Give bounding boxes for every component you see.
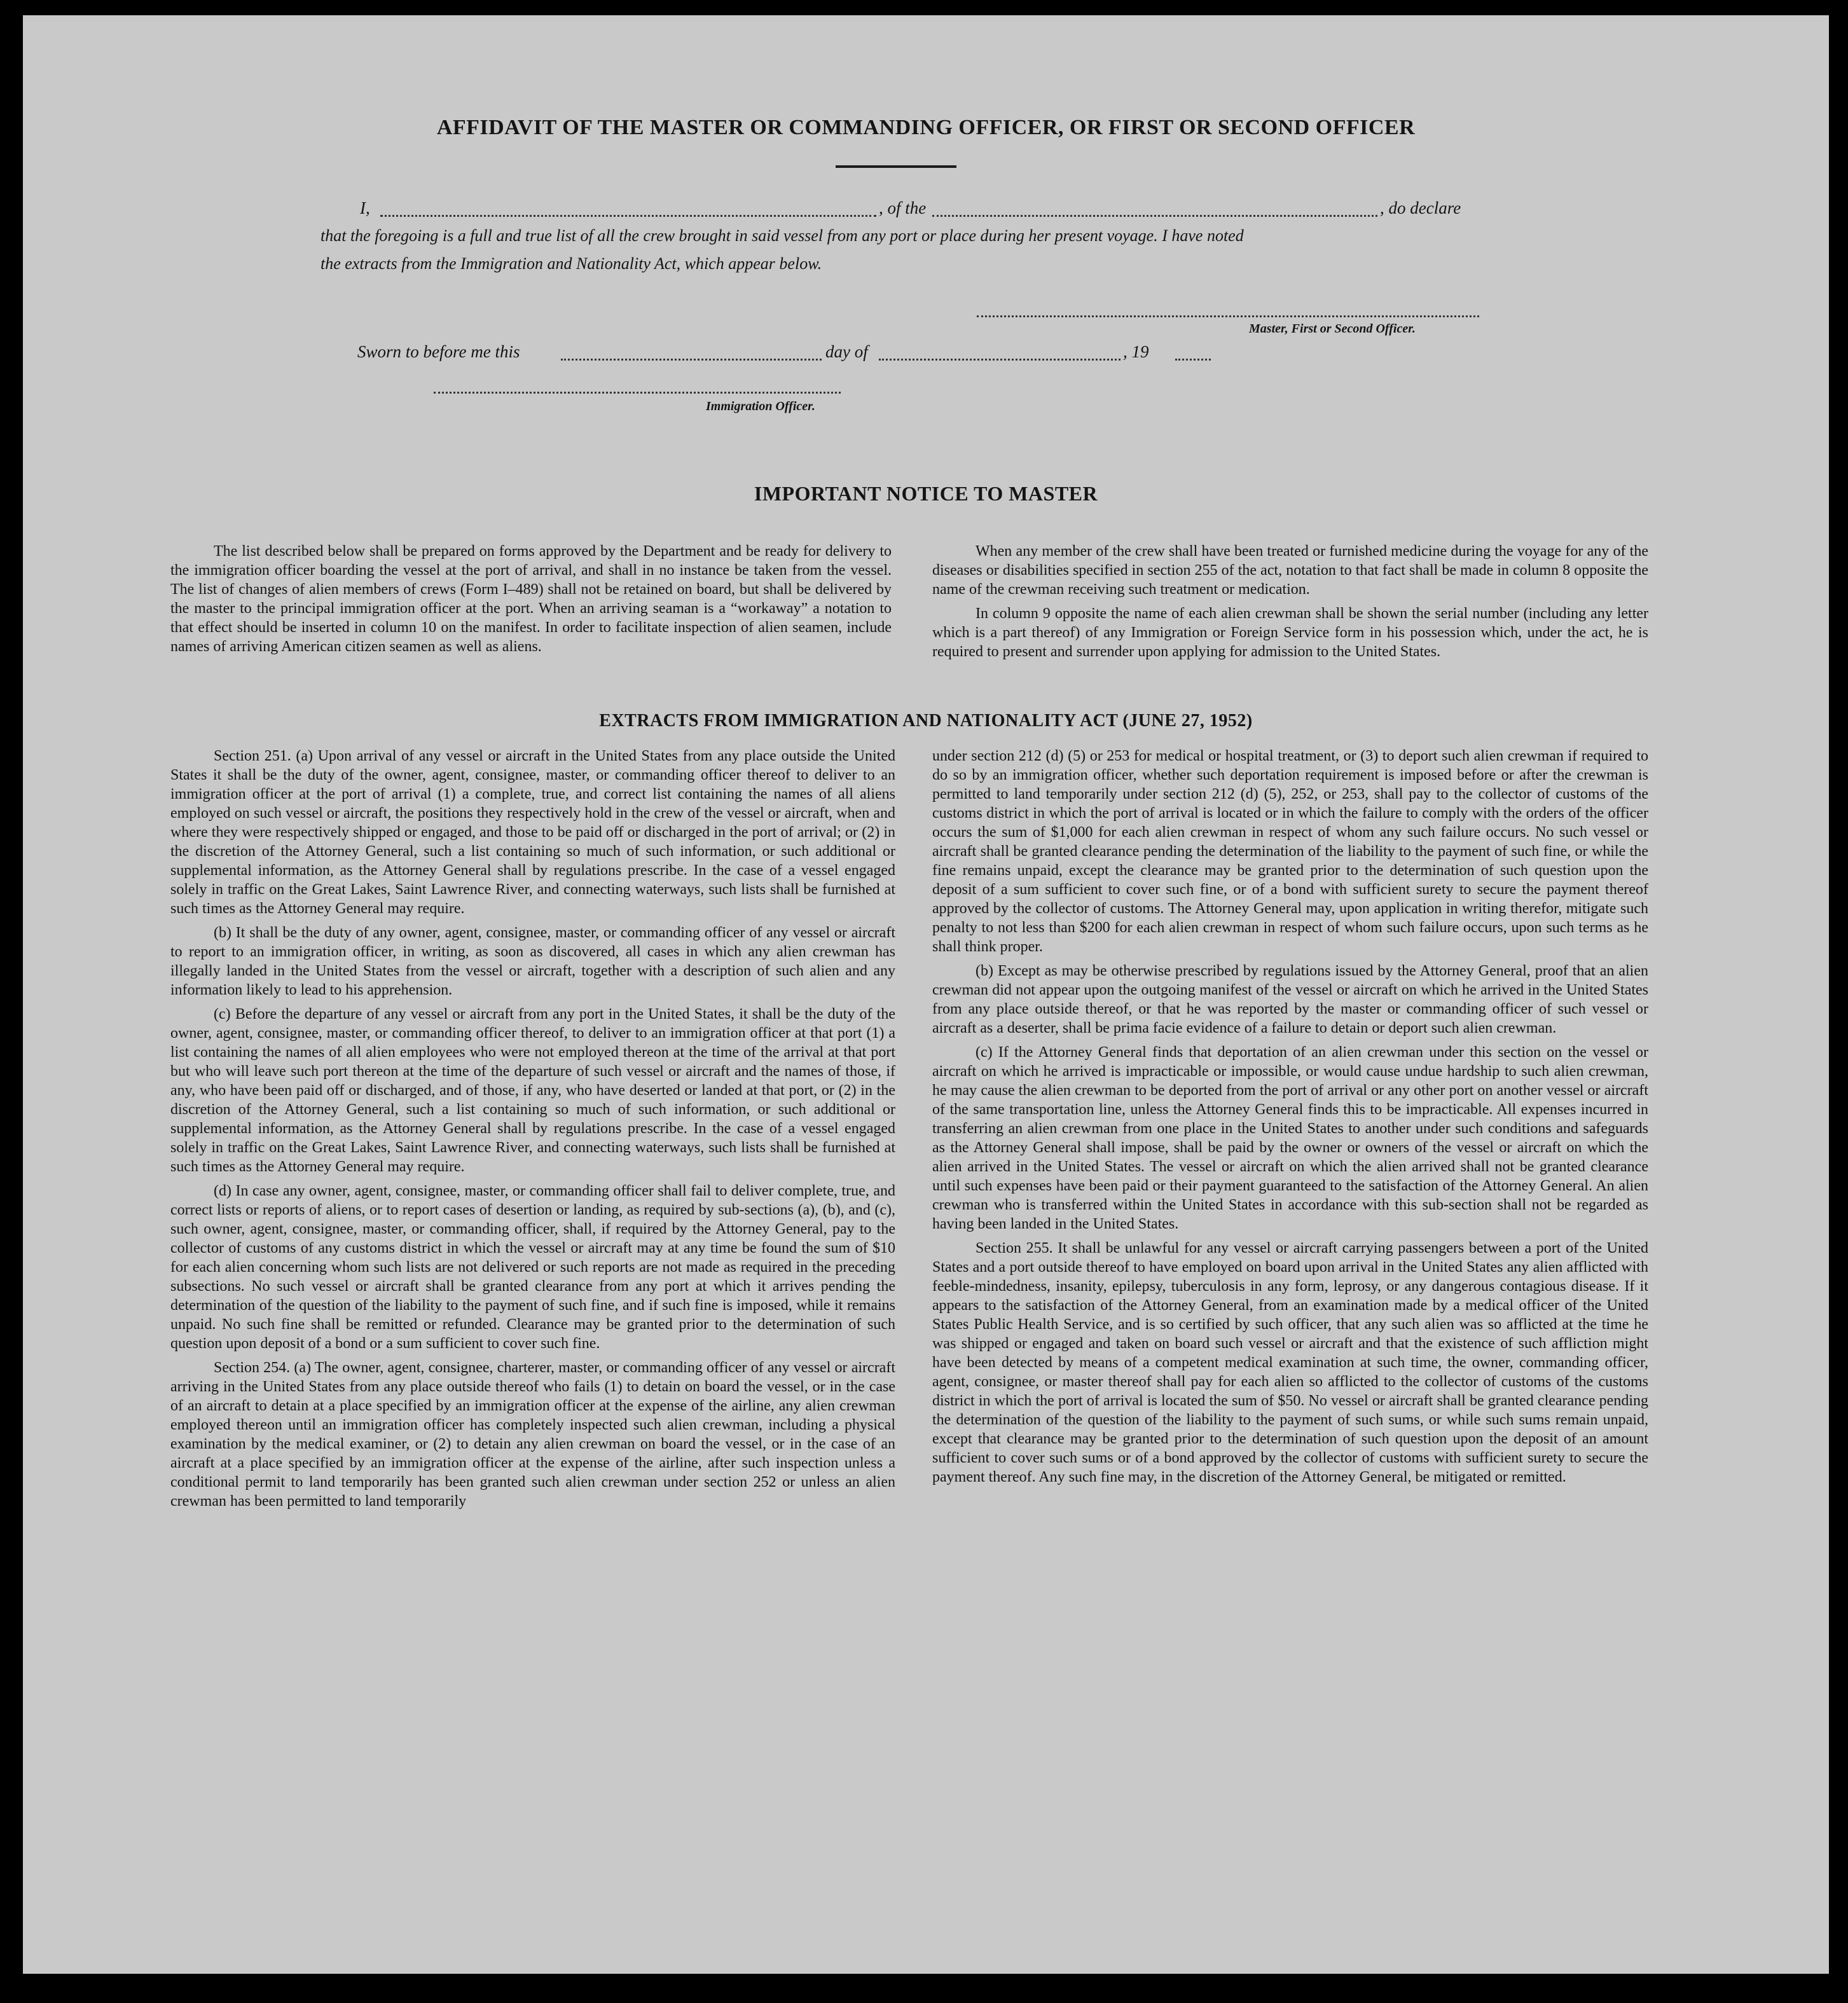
section-254-a: Section 254. (a) The owner, agent, consignee, charterer, master, or commanding officer of any vessel or aircraft arriving in the United States from any place outside thereof who fails (1) to detain on board the vessel, or in the case of an aircraft to detain at a place specified by an immigration officer at the expense of the airline, any alien crewman employed thereon until an immigration officer has completely inspected such alien crewman, including a physical examination by the medical examiner, or (2) to detain any alien crewman on board the vessel, or in the case of an aircraft at a place specified by an immigration officer at the expense of the airline, after such inspection unless a conditional permit to land temporarily has been granted such alien crewman under section 252 or unless an alien crewman has been permitted to land temporarily [170, 1359, 895, 1510]
notice-left-column [170, 542, 892, 661]
extracts-title: EXTRACTS FROM IMMIGRATION AND NATIONALITY ACT (JUNE 27, 1952) [599, 711, 1253, 731]
sworn-label: Sworn to before me this [357, 342, 520, 361]
section-254-a-continued: under section 212 (d) (5) or 253 for medical or hospital treatment, or (3) to deport such alien crewman if required to do so by an immigration officer, whether such deportation requirement is imposed before or after the crewman is permitted to land temporarily under section 212 (d) (5), 252, or 253, shall pay to the collector of customs of the customs district in which the port of arrival is located or in which the failure to comply with the orders of the officer occurs the sum of $1,000 for each alien crewman in respect of whom any such failure occurs. No such vessel or aircraft shall be granted clearance pending the determination of the liability to the payment of such fine, or while the fine remains unpaid, except the clearance may be granted prior to the determination of such question upon the deposit of a sum sufficient to cover such fine, or of a bond with sufficient surety to secure the payment thereof approved by the collector of customs. The Attorney General may, upon application in writing therefor, mitigate such penalty to not less than $200 for each alien crewman in respect of whom such failure occurs, upon such terms as he shall think proper. [932, 748, 1648, 955]
sworn-year-field[interactable] [1175, 359, 1211, 361]
section-254-b: (b) Except as may be otherwise prescribed by regulations issued by the Attorney General, proof that an alien crewman did not appear upon the outgoing manifest of the vessel or aircraft on which he arrived in the United States from any place outside thereof, or that he was reported by the master or commanding officer of such vessel or aircraft as a deserter, shall be prima facie evidence of a failure to detain or deport such alien crewman. [932, 963, 1648, 1036]
section-251-d: (d) In case any owner, agent, consignee, master, or commanding officer shall fail to deliver complete, true, and correct lists or reports of aliens, or to report cases of desertion or landing, as required by sub-sections (a), (b), and (c), such owner, agent, consignee, master, or commanding officer, shall, if required by the Attorney General, pay to the collector of customs of any customs district in which the vessel or aircraft may at any time be found the sum of $10 for each alien concerning whom such lists are not delivered or such reports are not made as required in the preceding subsections. No such vessel or aircraft shall be granted clearance from any port at which it arrives pending the determination of the question of the liability to the payment of such fine, and if such fine is imposed, while it remains unpaid. No such fine shall be remitted or refunded. Clearance may be granted prior to the determination of such question upon deposit of a bond or a sum sufficient to cover such fine. [170, 1183, 895, 1352]
sworn-day-field[interactable] [561, 359, 822, 361]
section-251-c: (c) Before the departure of any vessel or aircraft from any port in the United States, it shall be the duty of the owner, agent, consignee, master, or commanding officer thereof, to deliver to an immigration officer at that port (1) a list containing the names of all alien employees who were not employed thereon at the time of the arrival at that port but who will leave such port thereon at the time of the departure of such vessel or aircraft and the names of those, if any, who have been paid off or discharged, and of those, if any, who have deserted or landed at that port, or (2) in the discretion of the Attorney General, such a list containing so much of such information, or such additional or supplemental information, as the Attorney General shall by regulations prescribe. In the case of a vessel engaged solely in traffic on the Great Lakes, Saint Lawrence River, and connecting waterways, such lists shall be furnished at such times as the Attorney General may require. [170, 1006, 895, 1175]
affidavit-line-2: that the foregoing is a full and true list of all the crew brought in said vessel from any port or place during her present voyage. I have noted [321, 226, 1244, 245]
day-of-label: day of [825, 342, 868, 361]
title-underline [836, 165, 956, 168]
affidavit-declare-label: , do declare [1380, 198, 1461, 217]
notice-right-column [932, 542, 1648, 666]
notice-right-paragraph-1: When any member of the crew shall have been treated or furnished medicine during the voyage for any of the diseases or disabilities specified in section 255 of the act, notation to that fact shall be made in column 8 opposite the name of the crewman receiving such treatment or medication. [932, 543, 1648, 598]
vessel-name-field[interactable] [932, 215, 1377, 217]
affidavit-title: AFFIDAVIT OF THE MASTER OR COMMANDING OFFICER, OR FIRST OR SECOND OFFICER [436, 116, 1416, 139]
extracts-left-column [170, 747, 895, 1516]
affidavit-i-label: I, [360, 198, 370, 217]
affidavit-line-3: the extracts from the Immigration and Nationality Act, which appear below. [321, 254, 822, 273]
notice-right-paragraph-2: In column 9 opposite the name of each alien crewman shall be shown the serial number (including any letter which is a part thereof) of any Immigration or Foreign Service form in his possession which, under the act, he is required to present and surrender upon applying for admission to the United States. [932, 605, 1648, 660]
affidavit-of-the-label: , of the [879, 198, 927, 217]
notice-title: IMPORTANT NOTICE TO MASTER [754, 482, 1098, 505]
document-page [23, 15, 1829, 1974]
year-label: , 19 [1123, 342, 1149, 361]
sworn-month-field[interactable] [879, 359, 1121, 361]
immigration-officer-signature-field[interactable] [434, 392, 841, 394]
extracts-right-column [932, 747, 1648, 1492]
declarant-name-field[interactable] [380, 215, 876, 217]
section-251-a: Section 251. (a) Upon arrival of any vessel or aircraft in the United States from any place outside the United States it shall be the duty of the owner, agent, consignee, master, or commanding officer thereof to deliver to an immigration officer at the port of arrival (1) a complete, true, and correct list containing the names of all aliens employed on such vessel or aircraft, the positions they respectively hold in the crew of the vessel or aircraft, when and where they were respectively shipped or engaged, and those to be paid off or discharged in the port of arrival; or (2) in the discretion of the Attorney General, such a list containing so much of such information, or such additional or supplemental information, as the Attorney General shall by regulations prescribe. In the case of a vessel engaged solely in traffic on the Great Lakes, Saint Lawrence River, and connecting waterways, such lists shall be furnished at such times as the Attorney General may require. [170, 748, 895, 917]
master-signature-label: Master, First or Second Officer. [1249, 322, 1416, 336]
immigration-officer-label: Immigration Officer. [706, 399, 815, 413]
notice-left-paragraph: The list described below shall be prepared on forms approved by the Department and be ready for delivery to the immigration officer boarding the vessel at the port of arrival, and shall in no instance be taken from the vessel. The list of changes of alien members of crews (Form I–489) shall not be retained on board, but shall be delivered by the master to the principal immigration officer at the port. When an arriving seaman is a “workaway” a notation to that effect should be inserted in column 10 on the manifest. In order to facilitate inspection of alien seamen, include names of arriving American citizen seamen as well as aliens. [170, 543, 892, 655]
section-251-b: (b) It shall be the duty of any owner, agent, consignee, master, or commanding officer of any vessel or aircraft to report to an immigration officer, in writing, as soon as discovered, all cases in which any alien crewman has illegally landed in the United States from the vessel or aircraft, together with a description of such alien and any information likely to lead to his apprehension. [170, 925, 895, 998]
master-signature-field[interactable] [977, 315, 1479, 317]
section-255: Section 255. It shall be unlawful for any vessel or aircraft carrying passengers between a port of the United States and a port outside thereof to have employed on board upon arrival in the United States any alien afflicted with feeble-mindedness, insanity, epilepsy, tuberculosis in any form, leprosy, or any dangerous contagious disease. If it appears to the satisfaction of the Attorney General, from an examination made by a medical officer of the United States Public Health Service, and is so certified by such officer, that any such alien was so afflicted at the time he was shipped or engaged and taken on board such vessel or aircraft and that the existence of such affliction might have been detected by means of a competent medical examination at such time, the owner, commanding officer, agent, consignee, or master thereof shall pay for each alien so afflicted to the collector of customs of the customs district in which the port of arrival is located the sum of $50. No vessel or aircraft shall be granted clearance pending the determination of the question of the liability to the payment of such sums, or while such sums remain unpaid, except that clearance may be granted prior to the determination of such question upon the deposit of an amount sufficient to cover such sums or of a bond approved by the collector of customs with sufficient surety to secure the payment thereof. Any such fine may, in the discretion of the Attorney General, be mitigated or remitted. [932, 1240, 1648, 1485]
section-254-c: (c) If the Attorney General finds that deportation of an alien crewman under this section on the vessel or aircraft on which he arrived is impracticable or impossible, or would cause undue hardship to such alien crewman, he may cause the alien crewman to be deported from the port of arrival or any other port on another vessel or aircraft of the same transportation line, unless the Attorney General finds this to be impracticable. All expenses incurred in transferring an alien crewman from one place in the United States to another under such conditions and safeguards as the Attorney General shall impose, shall be paid by the owner or owners of the vessel or aircraft on which the alien arrived in the United States. The vessel or aircraft on which the alien arrived shall not be granted clearance until such expenses have been paid or their payment guaranteed to the satisfaction of the Attorney General. An alien crewman who is transferred within the United States in accordance with this sub-section shall not be regarded as having been landed in the United States. [932, 1044, 1648, 1232]
